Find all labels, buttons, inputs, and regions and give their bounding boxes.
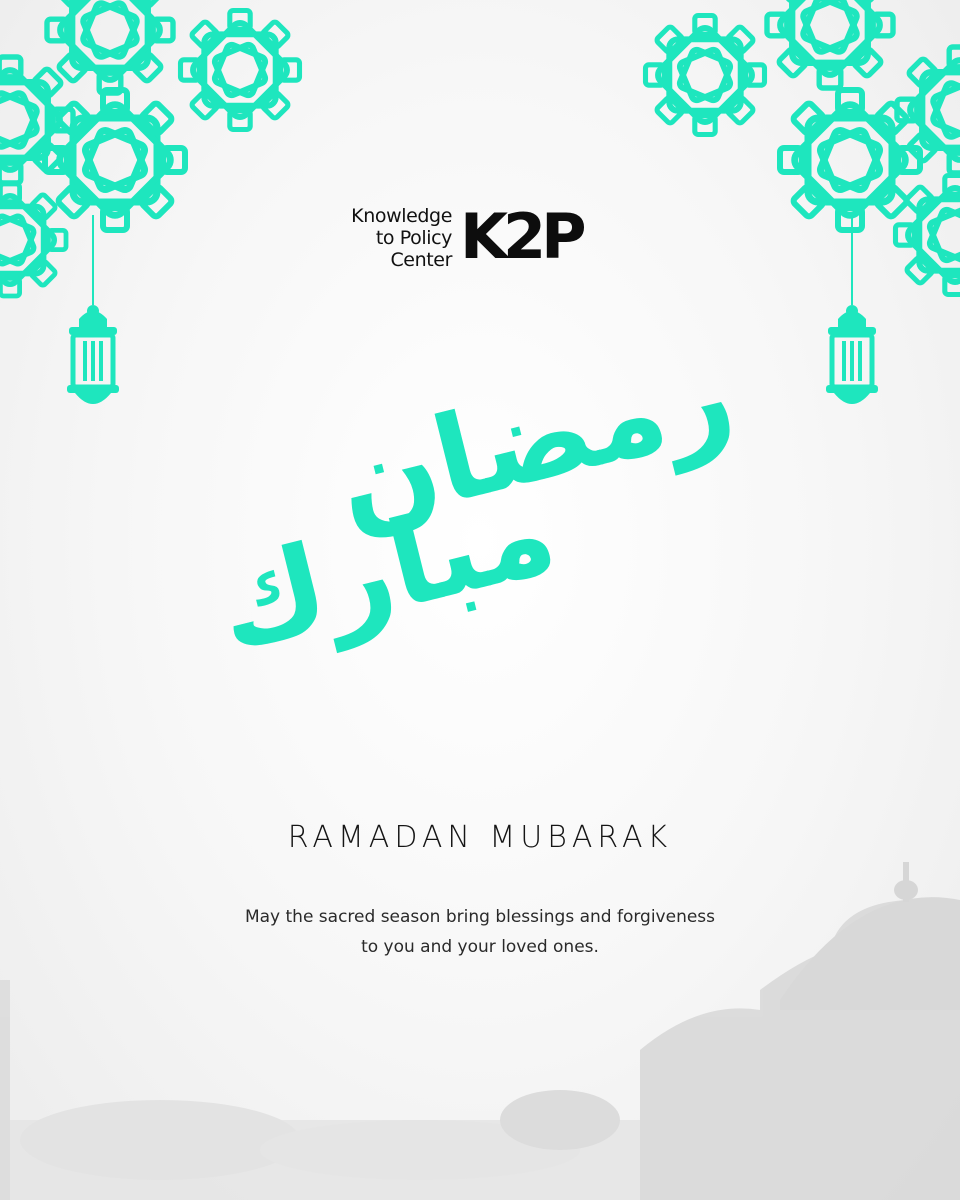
hanging-lantern-icon xyxy=(67,215,119,404)
logo-text xyxy=(300,205,452,271)
arabic-calligraphy xyxy=(203,323,746,680)
greeting-message xyxy=(0,902,960,962)
geometric-star-ornament-icon xyxy=(646,0,960,294)
hanging-lantern-icon xyxy=(826,215,878,404)
greeting-title: RAMADAN MUBARAK xyxy=(287,820,673,855)
message-line: to you and your loved ones. xyxy=(361,937,599,957)
message-line: May the sacred season bring blessings and forgiveness xyxy=(244,907,716,927)
logo-mark: K2P xyxy=(460,200,582,273)
logo-text-line: Center xyxy=(390,249,452,271)
geometric-star-ornament-icon xyxy=(0,0,299,296)
arabic-word-ramadan: رمضان xyxy=(321,323,746,555)
logo-text-line: Knowledge xyxy=(351,205,452,227)
k2p-logo xyxy=(300,200,640,275)
logo-text-line: to Policy xyxy=(375,227,452,249)
arabic-word-mubarak: مبارك xyxy=(203,460,569,678)
